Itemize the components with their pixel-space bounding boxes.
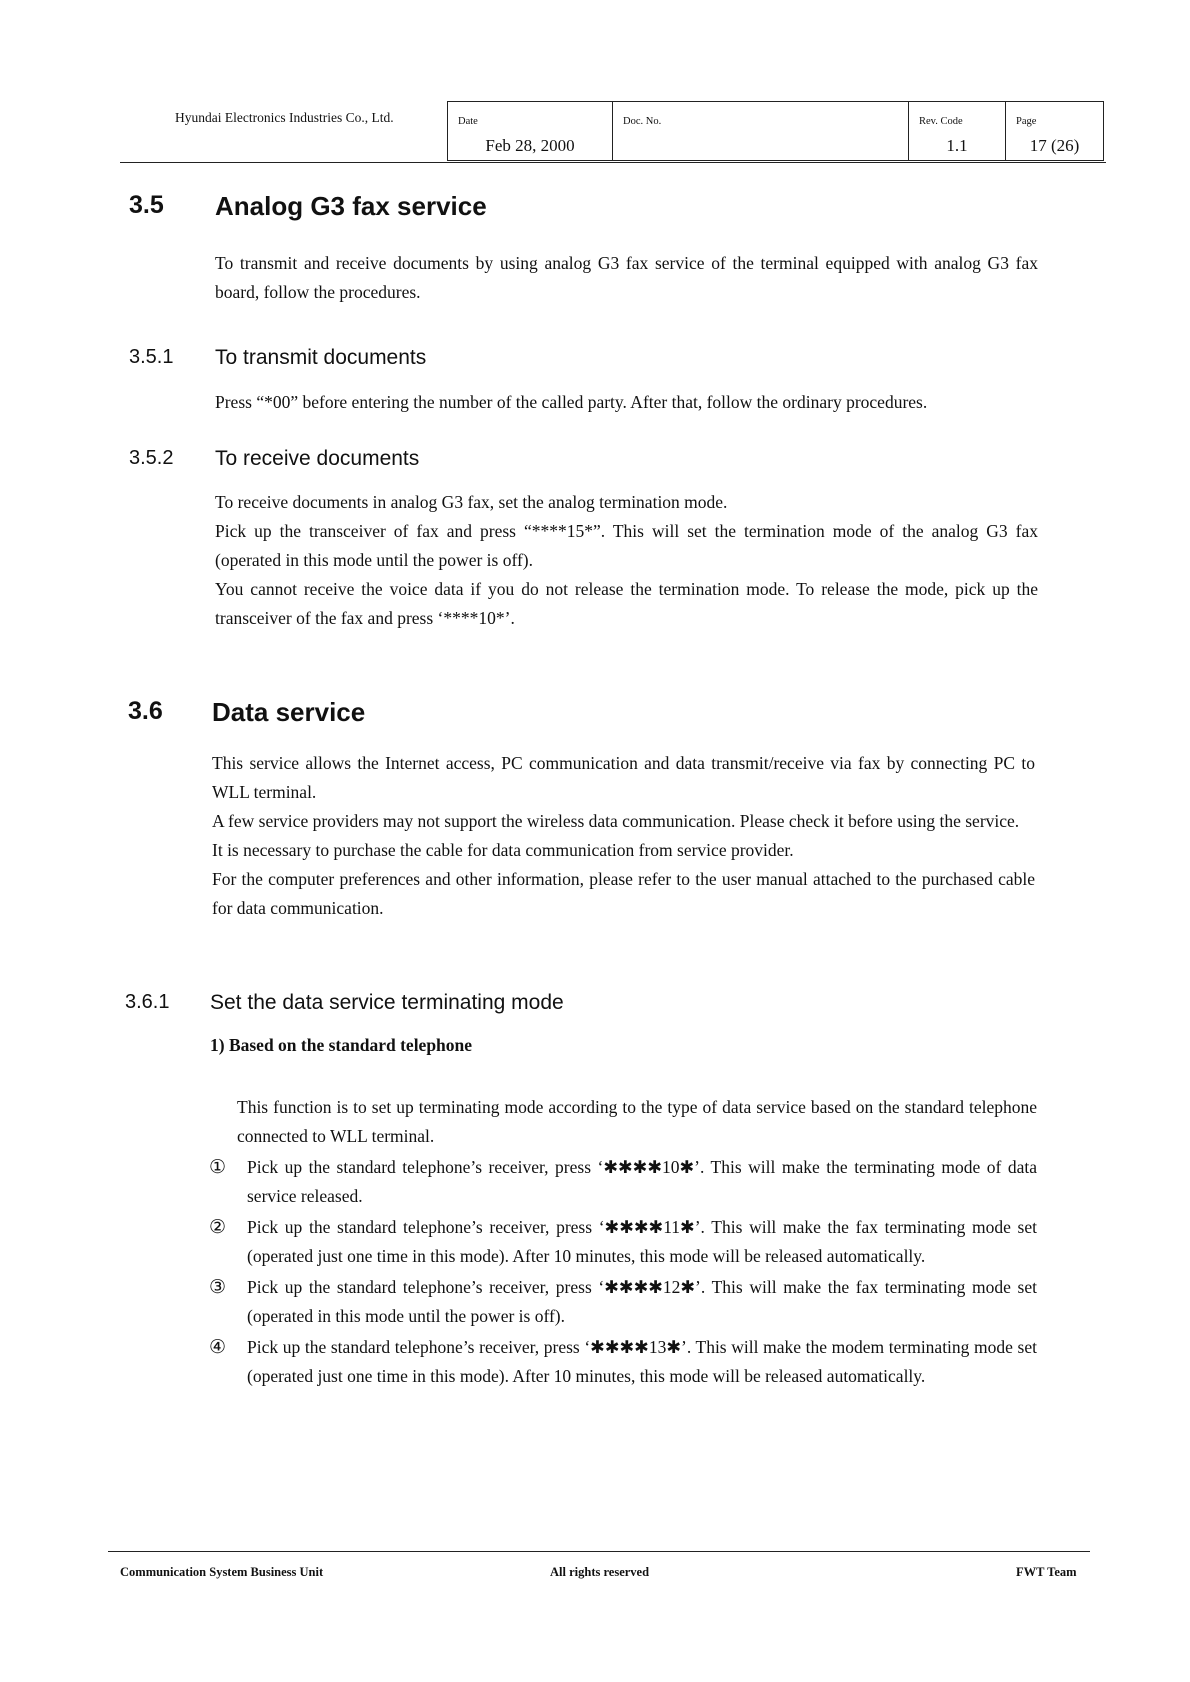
doc-label: Doc. No. bbox=[623, 116, 662, 127]
footer-left: Communication System Business Unit bbox=[120, 1565, 324, 1579]
section-3-5-intro: To transmit and receive documents by using analog G3 fax service of the terminal equipped with analog G3 fax board, follow the procedures. bbox=[215, 253, 1038, 302]
header-rule bbox=[120, 162, 1106, 163]
list-item bbox=[209, 1333, 1037, 1391]
paragraph: For the computer preferences and other information, please refer to the user manual attached to the purchased cable for data communication. bbox=[212, 869, 1035, 918]
section-3-5-number: 3.5 bbox=[129, 191, 164, 219]
section-3-6-1-intro: This function is to set up terminating mode according to the type of data service based on the standard telephone connected to WLL terminal. bbox=[237, 1097, 1037, 1146]
paragraph: You cannot receive the voice data if you do not release the termination mode. To release the mode, pick up the transceiver of the fax and press ‘****10*’. bbox=[215, 579, 1038, 628]
paragraph: This service allows the Internet access, PC communication and data transmit/receive via fax by connecting PC to WLL terminal. bbox=[212, 753, 1035, 802]
list-item bbox=[209, 1153, 1037, 1211]
rev-value: 1.1 bbox=[946, 136, 968, 155]
header-page-cell bbox=[1005, 101, 1104, 161]
rev-label: Rev. Code bbox=[919, 116, 963, 127]
item-text: Pick up the standard telephone’s receiver, press ‘✱✱✱✱13✱’. This will make the modem terminating mode set (operated just one time in this mode). After 10 minutes, this mode will be released automatically. bbox=[247, 1337, 1037, 1386]
section-3-5-2-title: To receive documents bbox=[215, 447, 420, 470]
section-3-6-1-title: Set the data service terminating mode bbox=[210, 991, 564, 1014]
paragraph: It is necessary to purchase the cable for data communication from service provider. bbox=[212, 840, 794, 860]
company-name: Hyundai Electronics Industries Co., Ltd. bbox=[175, 110, 394, 125]
item-marker: ① bbox=[209, 1157, 227, 1178]
footer-center: All rights reserved bbox=[550, 1565, 650, 1579]
terminating-mode-list bbox=[209, 1153, 1037, 1393]
header-date-cell bbox=[447, 101, 612, 161]
footer-right: FWT Team bbox=[1016, 1565, 1077, 1579]
section-3-5-2-number: 3.5.2 bbox=[129, 447, 174, 469]
item-text: Pick up the standard telephone’s receiver, press ‘✱✱✱✱10✱’. This will make the terminating mode of data service released. bbox=[247, 1157, 1037, 1206]
item-marker: ③ bbox=[209, 1277, 227, 1298]
item-marker: ④ bbox=[209, 1337, 227, 1358]
list-item bbox=[209, 1273, 1037, 1331]
section-3-5-title: Analog G3 fax service bbox=[215, 191, 487, 221]
header-doc-cell bbox=[612, 101, 908, 161]
section-3-5-2-body bbox=[215, 488, 1038, 633]
section-3-6-title: Data service bbox=[212, 697, 366, 727]
date-value: Feb 28, 2000 bbox=[485, 136, 575, 155]
footer-rule bbox=[108, 1551, 1090, 1552]
header-rev-cell bbox=[908, 101, 1005, 161]
section-3-6-1-number: 3.6.1 bbox=[125, 991, 170, 1013]
date-label: Date bbox=[458, 116, 478, 127]
paragraph: A few service providers may not support the wireless data communication. Please check it before using the service. bbox=[212, 811, 1020, 831]
list-item bbox=[209, 1213, 1037, 1271]
page-label: Page bbox=[1016, 116, 1037, 127]
section-3-5-1-number: 3.5.1 bbox=[129, 346, 174, 368]
item-text: Pick up the standard telephone’s receiver, press ‘✱✱✱✱11✱’. This will make the fax terminating mode set (operated just one time in this mode). After 10 minutes, this mode will be released automatically. bbox=[247, 1217, 1037, 1266]
section-3-5-1-title: To transmit documents bbox=[215, 346, 427, 369]
section-3-6-number: 3.6 bbox=[128, 697, 163, 725]
paragraph: Pick up the transceiver of fax and press “****15*”. This will set the termination mode of the analog G3 fax (operated in this mode until the power is off). bbox=[215, 521, 1038, 570]
section-3-6-1-subhead: 1) Based on the standard telephone bbox=[210, 1035, 473, 1055]
section-3-5-1-text: Press “*00” before entering the number of the called party. After that, follow the ordinary procedures. bbox=[215, 392, 928, 412]
item-text: Pick up the standard telephone’s receiver, press ‘✱✱✱✱12✱’. This will make the fax terminating mode set (operated in this mode until the power is off). bbox=[247, 1277, 1037, 1326]
item-marker: ② bbox=[209, 1217, 227, 1238]
section-3-6-body bbox=[212, 749, 1035, 923]
page-value: 17 (26) bbox=[1029, 136, 1080, 155]
paragraph: To receive documents in analog G3 fax, set the analog termination mode. bbox=[215, 492, 728, 512]
